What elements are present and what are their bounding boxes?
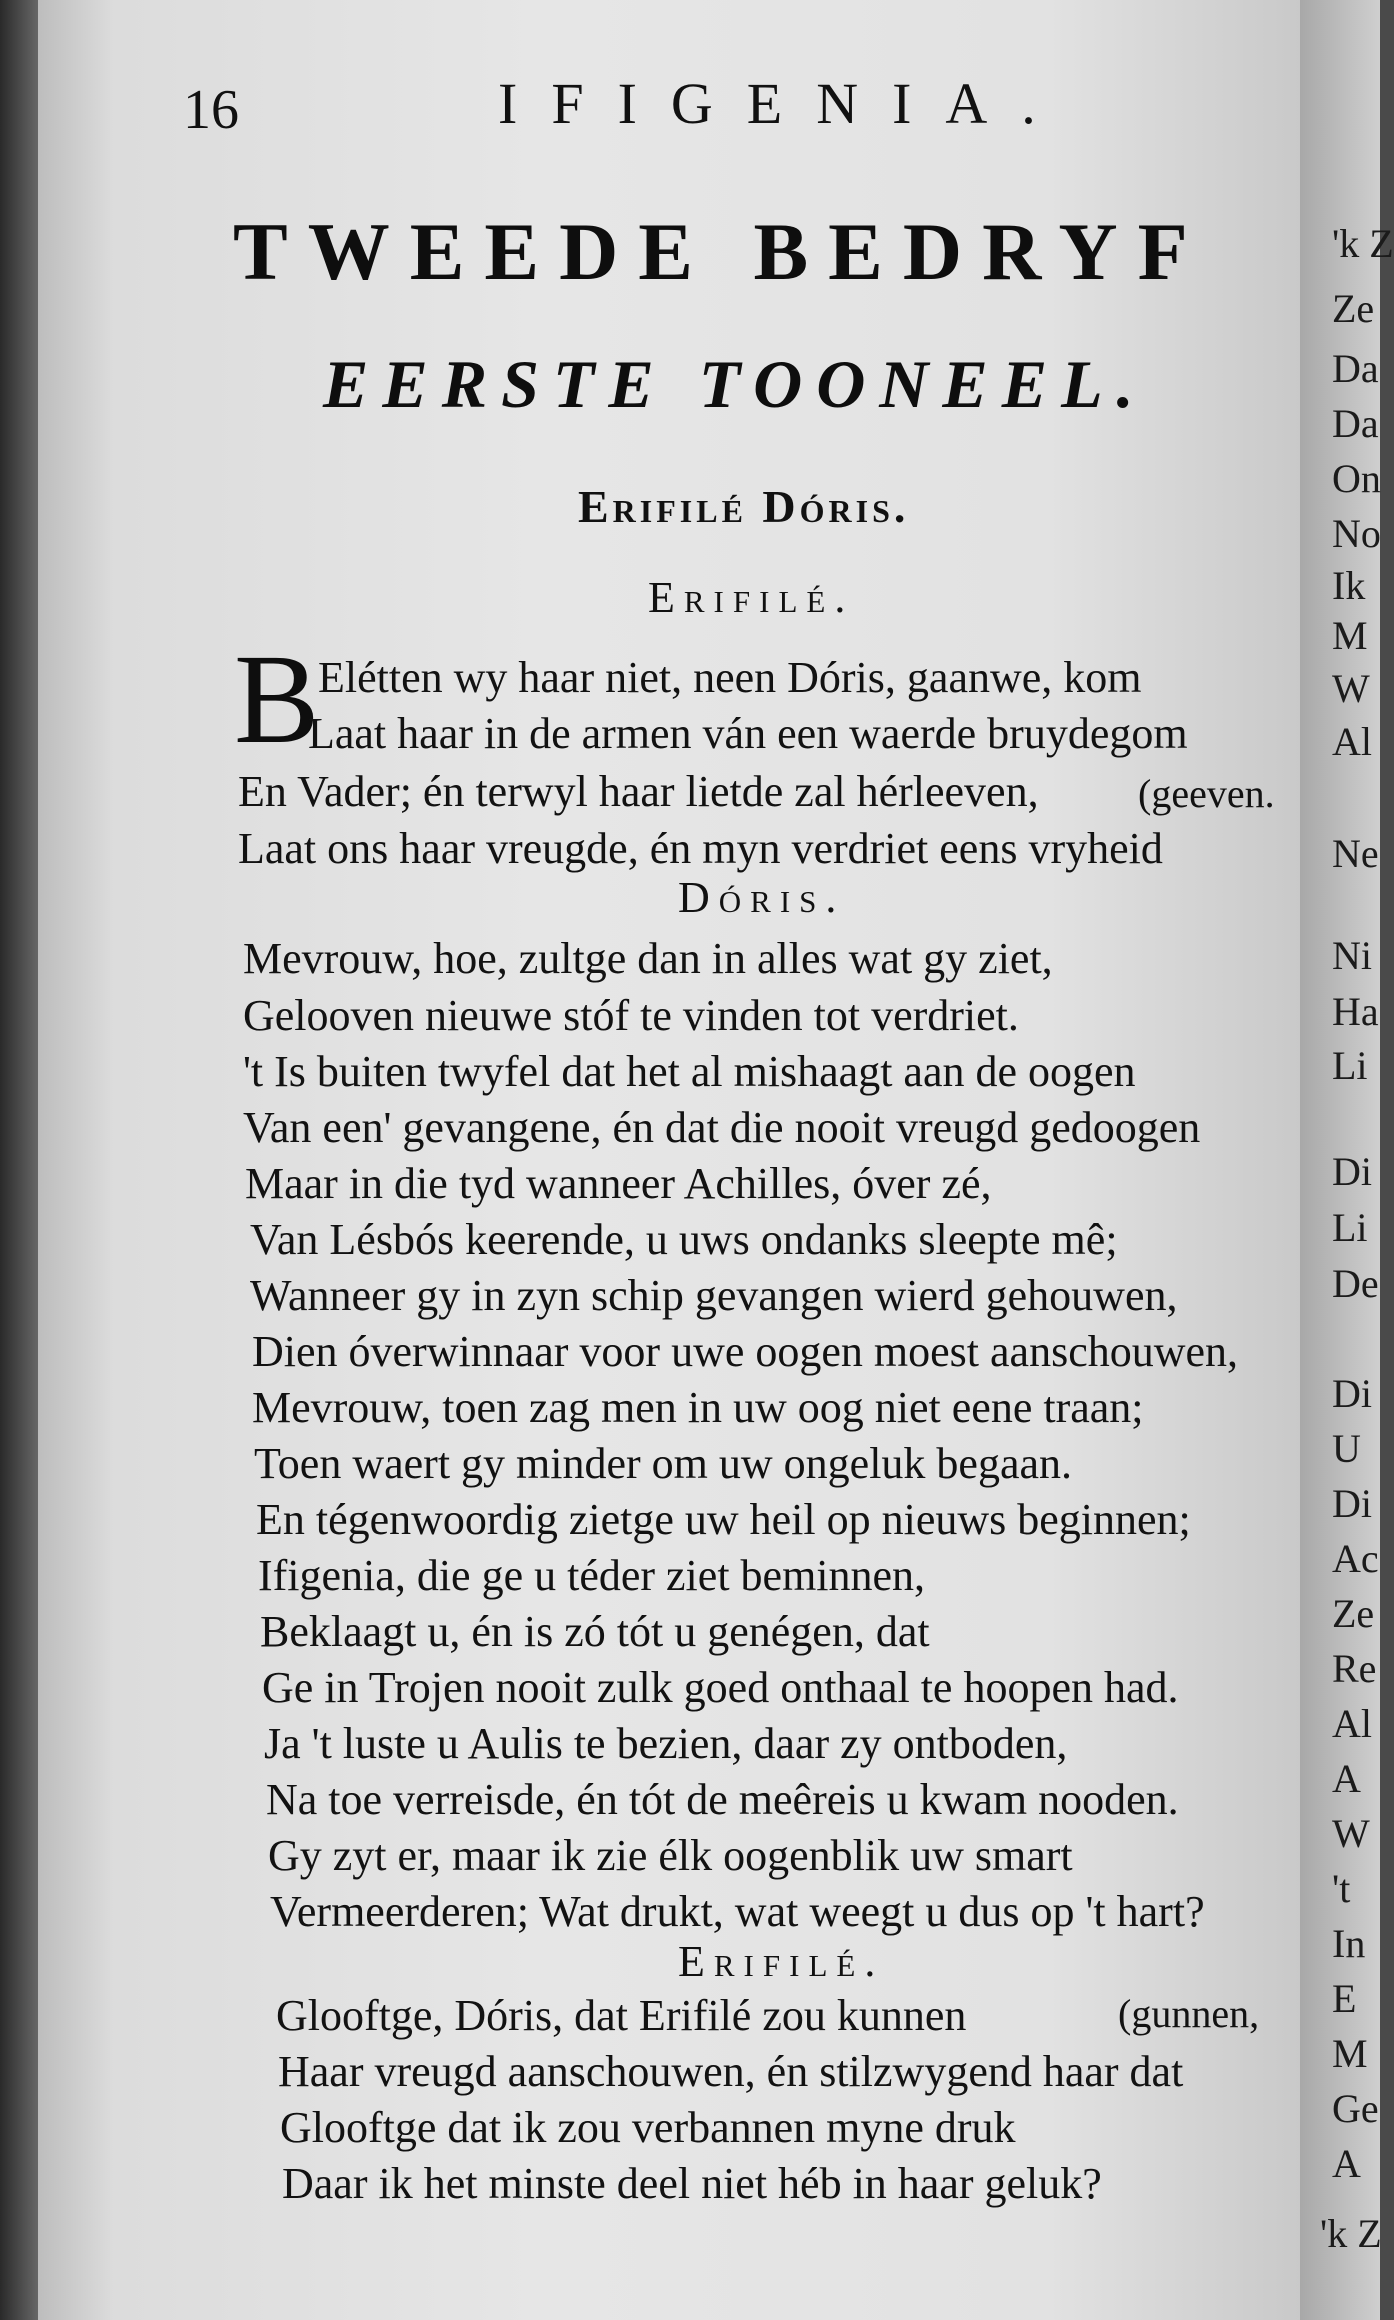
turnover-word: (gunnen, [1118,1991,1260,2036]
verse-line: Mevrouw, hoe, zultge dan in alles wat gy ziet, [243,934,1053,983]
facing-page-fragment: Da [1332,346,1379,391]
verse-line: En Vader; én terwyl haar lietde zal hérleeven, [238,767,1039,816]
verse-line: 't Is buiten twyfel dat het al mishaagt aan de oogen [243,1047,1136,1096]
verse-line: Glooftge, Dóris, dat Erifilé zou kunnen [276,1991,967,2040]
speaker-name: Dóris. [678,873,846,922]
facing-page-fragment: M [1332,2031,1368,2076]
speaker-name: Erifilé. [648,573,855,622]
verse-line: Ge in Trojen nooit zulk goed onthaal te hoopen had. [262,1663,1179,1712]
facing-page-fragment: Ne [1332,831,1379,876]
running-title: IFIGENIA. [498,71,1070,136]
verse-line: Laat haar in de armen ván een waerde bruydegom [308,709,1188,758]
verse-line: Maar in die tyd wanneer Achilles, óver zé, [245,1159,992,1208]
verse-line: Laat ons haar vreugde, én myn verdriet eens vryheid [238,824,1163,873]
drop-cap: B [234,628,320,770]
book-page [38,0,1300,2320]
facing-page-fragment: 'k Z [1332,221,1394,266]
facing-page-edge [1300,0,1394,2320]
facing-page-fragment: W [1332,1811,1370,1856]
facing-page-fragment: Di [1332,1371,1372,1416]
facing-page-fragment: No [1332,511,1381,556]
facing-page-fragment: 'k Z [1320,2211,1382,2256]
facing-page-fragment: Di [1332,1149,1372,1194]
facing-page-fragment: Ac [1332,1536,1379,1581]
facing-page-fragment: Ge [1332,2086,1379,2131]
verse-line: Elétten wy haar niet, neen Dóris, gaanwe, kom [318,653,1142,702]
facing-page-fragment: W [1332,666,1370,711]
verse-line: Ja 't luste u Aulis te bezien, daar zy ontboden, [264,1719,1068,1768]
facing-page-fragment: Di [1332,1481,1372,1526]
facing-page-fragment: Ze [1332,1591,1375,1636]
verse-line: Na toe verreisde, én tót de meêreis u kwam nooden. [266,1775,1179,1824]
facing-page-fragment: Li [1332,1205,1368,1250]
page-number: 16 [183,79,239,141]
verse-line: Gelooven nieuwe stóf te vinden tot verdriet. [243,991,1019,1040]
facing-page-fragment: De [1332,1261,1379,1306]
facing-page-fragment: Ha [1332,989,1379,1034]
book-gutter-shadow [0,0,40,2320]
scene-heading: EERSTE TOONEEL. [323,346,1148,422]
verse-line: Haar vreugd aanschouwen, én stilzwygend haar dat [278,2047,1184,2096]
act-heading: TWEEDE BEDRYF [233,206,1208,297]
verse-line: Ifigenia, die ge u téder ziet beminnen, [258,1551,926,1600]
facing-page-fragment: Al [1332,719,1372,764]
facing-page-fragment: Da [1332,401,1379,446]
facing-page-fragment: 't [1332,1866,1351,1911]
verse-line: Beklaagt u, én is zó tót u genégen, dat [260,1607,930,1656]
facing-page-fragment: Al [1332,1701,1372,1746]
facing-page-fragment: On [1332,456,1381,501]
facing-page-fragment: A [1332,1756,1361,1801]
verse-line: En tégenwoordig zietge uw heil op nieuws beginnen; [256,1495,1191,1544]
facing-page-fragment: M [1332,613,1368,658]
verse-line: Van Lésbós keerende, u uws ondanks sleepte mê; [250,1215,1118,1264]
facing-page-fragment: A [1332,2141,1361,2186]
facing-page-fragment: In [1332,1921,1366,1966]
verse-line: Vermeerderen; Wat drukt, wat weegt u dus op 't hart? [270,1887,1205,1936]
verse-line: Van een' gevangene, én dat die nooit vreugd gedoogen [243,1103,1201,1152]
facing-page-fragment: Ni [1332,933,1372,978]
verse-line: Toen waert gy minder om uw ongeluk begaan. [254,1439,1073,1488]
facing-page-fragment: Ze [1332,286,1375,331]
facing-page-fragment: E [1332,1976,1357,2021]
speaker-name: Erifilé. [678,1937,885,1986]
verse-line: Wanneer gy in zyn schip gevangen wierd gehouwen, [250,1271,1178,1320]
facing-page-fragment: U [1332,1426,1361,1471]
facing-page-fragment: Ik [1332,563,1366,608]
verse-line: Mevrouw, toen zag men in uw oog niet eene traan; [252,1383,1144,1432]
facing-page-fragment: Li [1332,1043,1368,1088]
verse-line: Gy zyt er, maar ik zie élk oogenblik uw smart [268,1831,1073,1880]
verse-line: Glooftge dat ik zou verbannen myne druk [280,2103,1016,2152]
verse-line: Daar ik het minste deel niet héb in haar geluk? [282,2159,1102,2208]
turnover-word: (geeven. [1138,771,1275,816]
facing-page-fragment: Re [1332,1646,1377,1691]
character-list: Erifilé Dóris. [578,481,910,532]
verse-line: Dien óverwinnaar voor uwe oogen moest aanschouwen, [252,1327,1239,1376]
